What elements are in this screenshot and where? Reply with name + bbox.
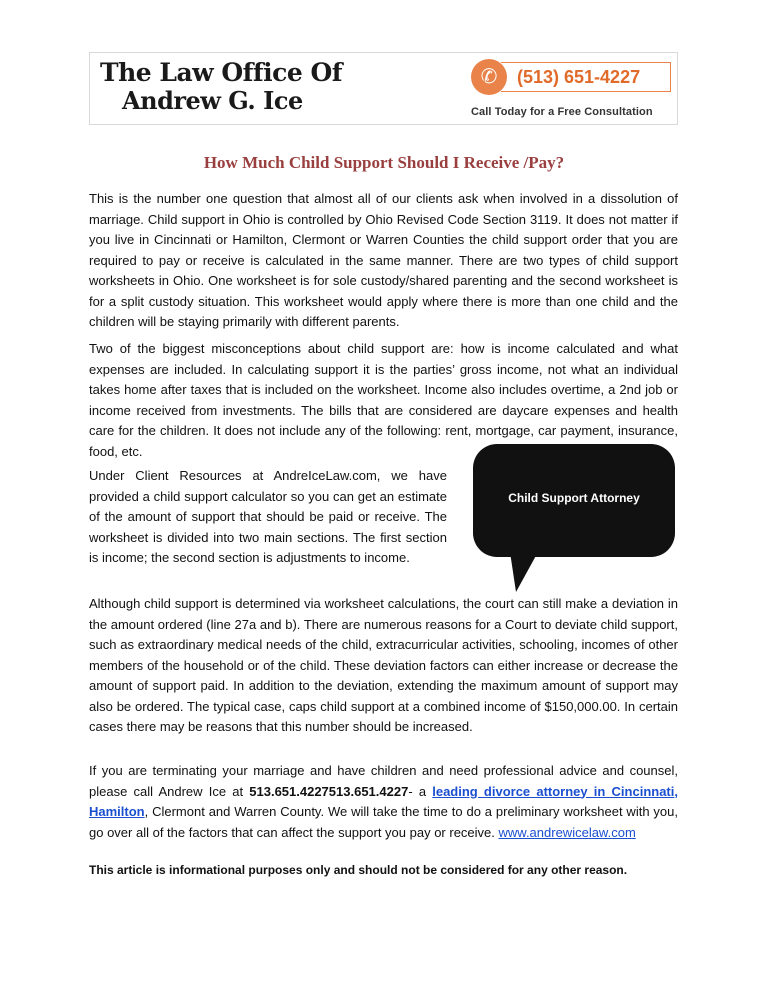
firm-name-line1: The Law Office Of <box>100 58 343 87</box>
paragraph-5 <box>89 761 678 843</box>
call-to-action: Call Today for a Free Consultation <box>471 106 653 118</box>
paragraph-4: Although child support is determined via worksheet calculations, the court can still make a deviation in the amount ordered (line 27a and b). There are numerous reasons for a Court to deviate child support, such as extraordinary medical needs of the child, extracurricular activities, schooling, incomes of other members of the household or of the child. These deviation factors can either increase or decrease the amount of support paid. In addition to the deviation, extending the maximum amount of support may also be ordered. The typical case, caps child support at a combined income of $150,000.00. In certain cases there may be reasons that this number should be increased. <box>89 596 678 734</box>
paragraph-2: Two of the biggest misconceptions about child support are: how is income calculated and what expenses are included. In calculating support it is the parties’ gross income, not what an individual takes home after taxes that is included on the worksheet. Income also includes overtime, a 2nd job or income received from investments. The bills that are considered are daycare expenses and health care for the children. It does not include any of the following: rent, mortgage, car payment, insurance, food, etc. <box>89 341 678 459</box>
disclaimer: This article is informational purposes only and should not be considered for any other reason. <box>89 863 628 877</box>
p5-text-a: If you are terminating your marriage and have children and need professional advice and counsel, please call Andrew Ice at <box>89 763 678 799</box>
firm-logo <box>100 59 342 115</box>
phone-icon: ✆ <box>471 59 507 95</box>
header-banner <box>89 52 678 125</box>
bubble-label: Child Support Attorney <box>508 491 640 505</box>
phone-badge <box>471 59 674 95</box>
speech-bubble-image <box>473 444 675 557</box>
p5-text-d: , Clermont and Warren County. We will take the time to do a preliminary worksheet with you, go over all of the factors that can affect the support you pay or receive. <box>89 804 678 840</box>
firm-name-line2: Andrew G. Ice <box>122 86 303 115</box>
phone-number: (513) 651-4227 <box>501 62 671 92</box>
hamilton-link[interactable]: Hamilton <box>89 804 145 819</box>
divorce-attorney-link[interactable]: leading divorce attorney in Cincinnati <box>432 783 675 799</box>
paragraph-1: This is the number one question that almost all of our clients ask when involved in a dissolution of marriage. Child support in Ohio is controlled by Ohio Revised Code Section 3119. It does not matter if you live in Cincinnati or Hamilton, Clermont or Warren Counties the child support order that you are required to pay or receive is calculated in the same manner. There are two types of child support worksheets in Ohio. One worksheet is for sole custody/shared parenting and the second worksheet is for a split custody situation. This worksheet would apply where there is more than one child and the children will be staying primarily with different parents. <box>89 191 678 329</box>
p5-text-b: - a <box>408 783 433 799</box>
phone-number-bold: 513.651.4227513.651.4227 <box>249 783 409 799</box>
website-link[interactable]: www.andrewicelaw.com <box>498 824 636 840</box>
speech-bubble-tail <box>510 552 538 592</box>
p5-text-c: , <box>674 783 678 799</box>
article-title: How Much Child Support Should I Receive /Pay? <box>203 153 565 172</box>
paragraph-3: Under Client Resources at AndreIceLaw.com, we have provided a child support calculator so you can get an estimate of the amount of support that should be paid or receive. The worksheet is divided into two main sections. The first section is income; the second section is adjustments to income. <box>89 468 447 565</box>
